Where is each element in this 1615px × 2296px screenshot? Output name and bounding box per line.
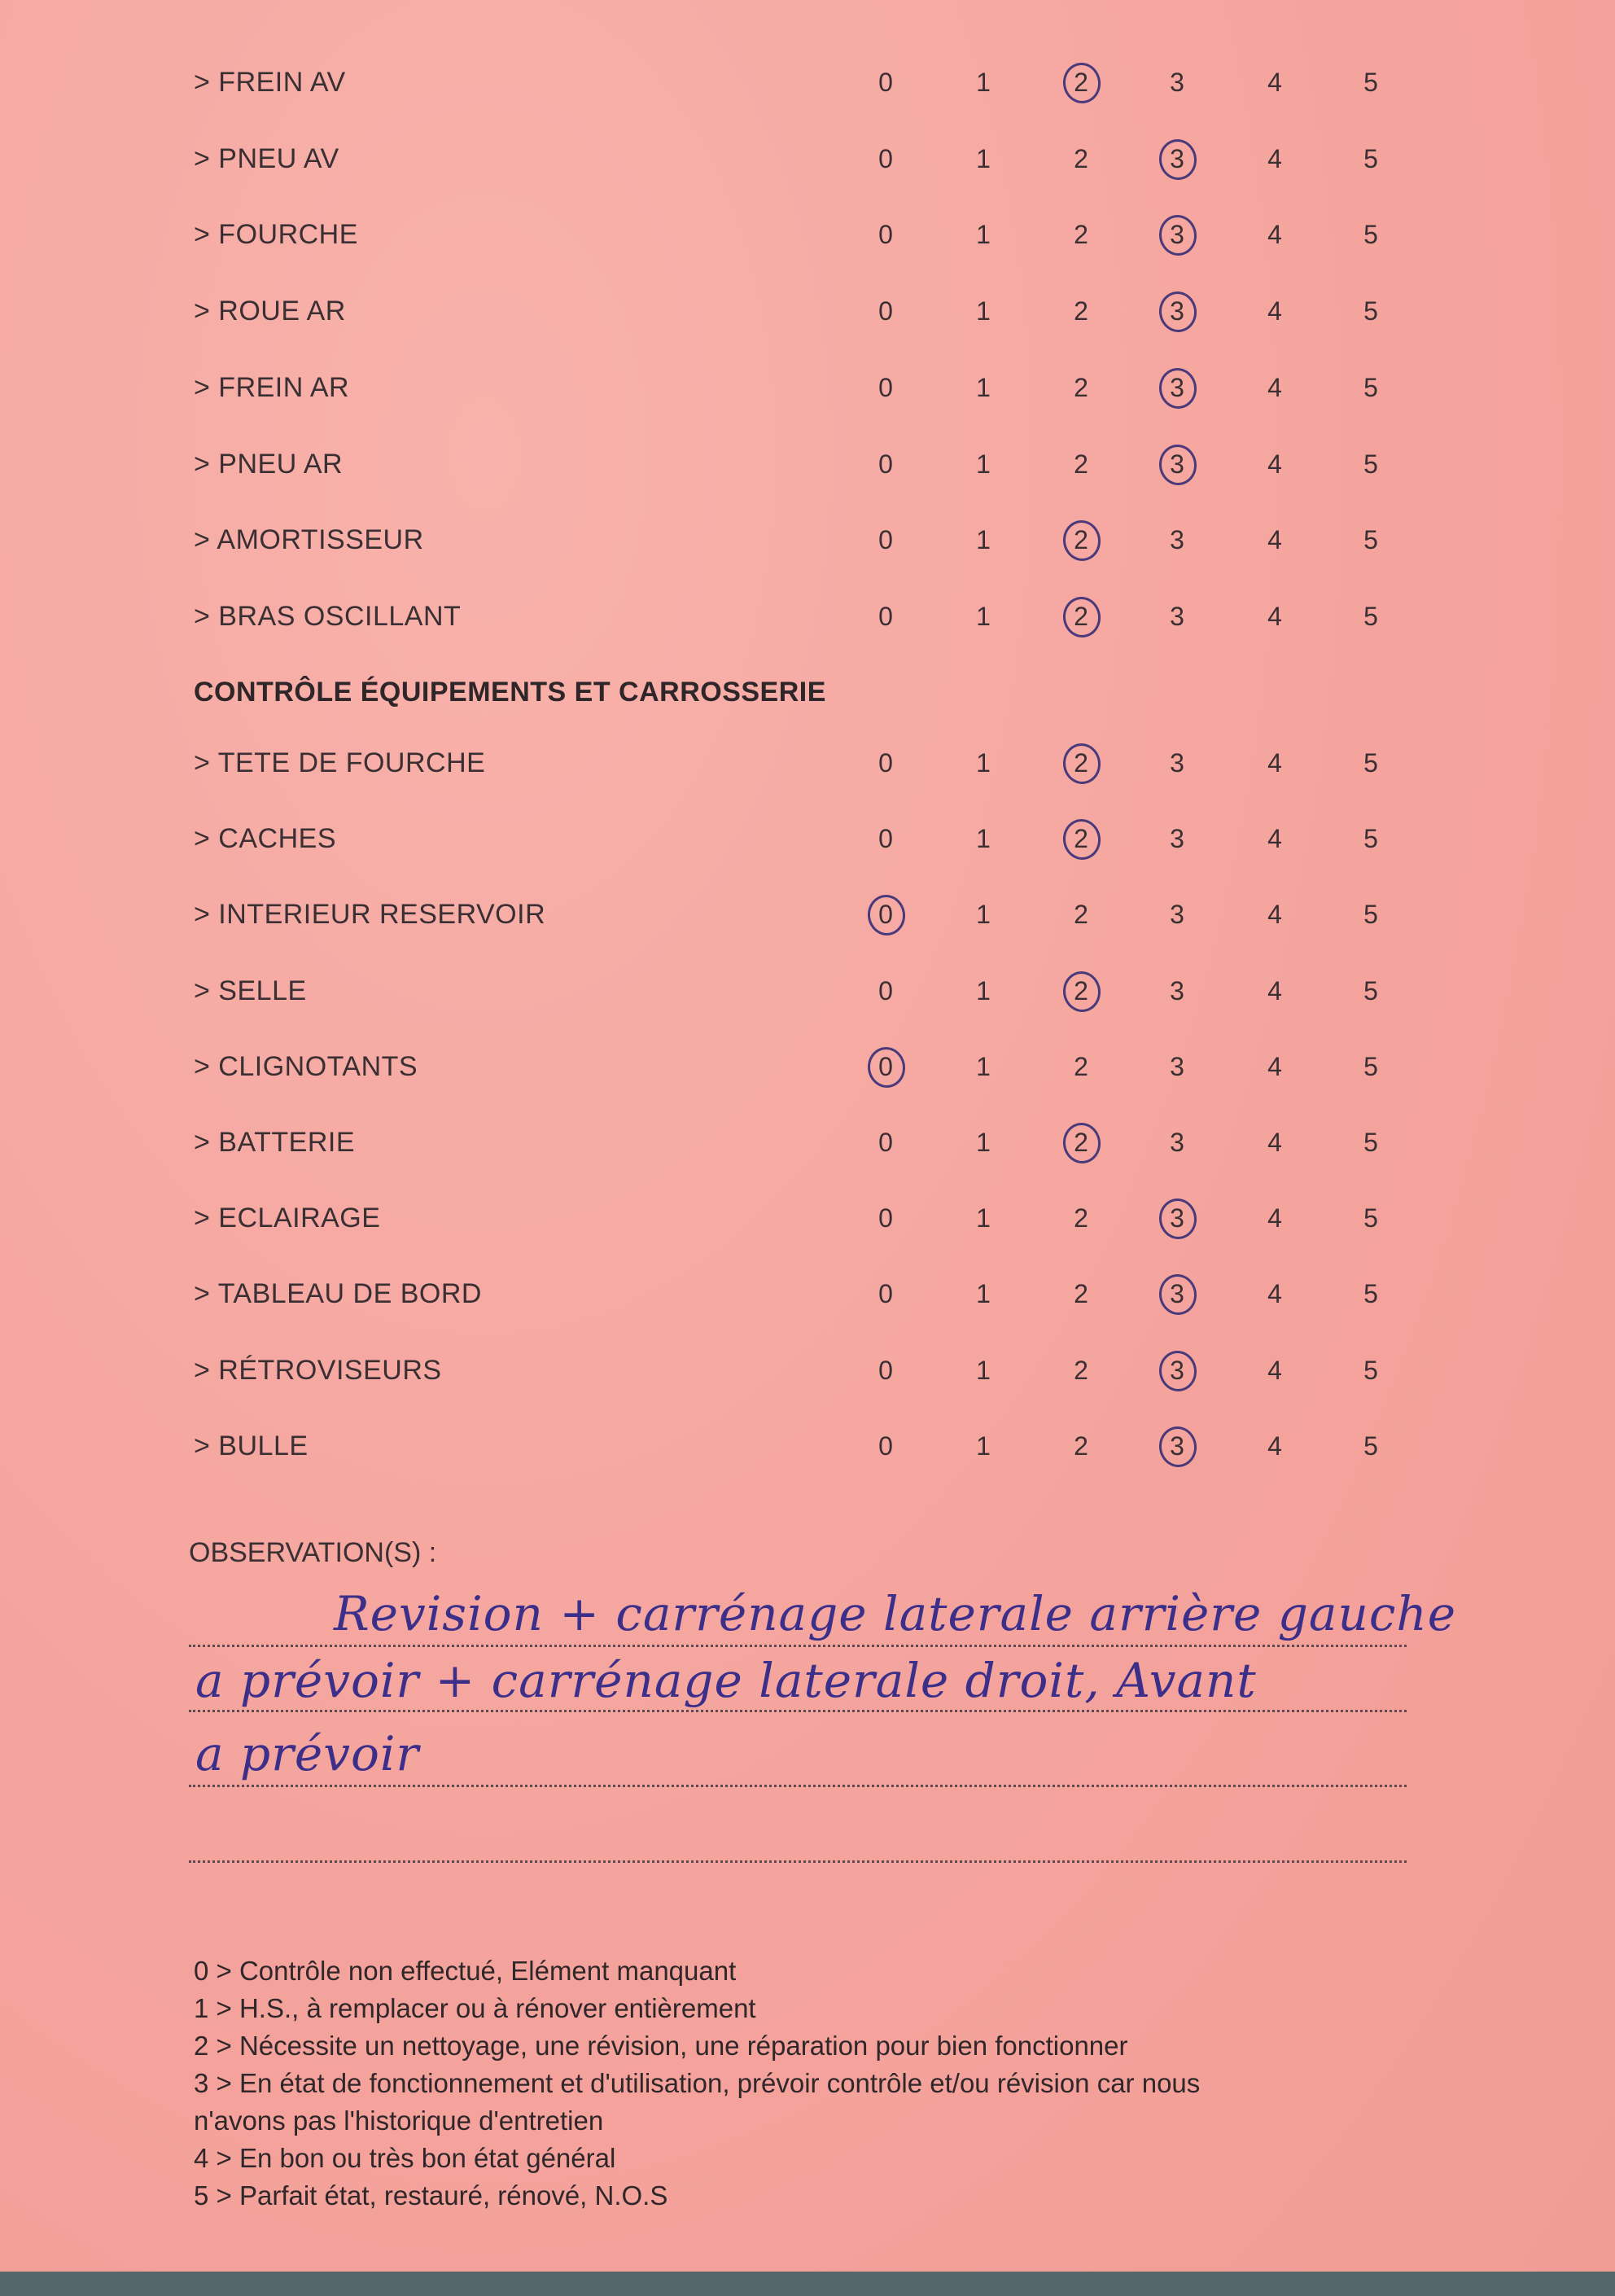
score-option[interactable]: 1 bbox=[976, 601, 991, 631]
score-option-circled[interactable]: 3 bbox=[1153, 1408, 1201, 1484]
score-option[interactable]: 1 bbox=[976, 1355, 991, 1385]
score-option[interactable]: 1 bbox=[976, 449, 991, 479]
check-row bbox=[0, 349, 1615, 426]
observation-text-1: Revision + carrénage laterale arrière gauche bbox=[334, 1586, 1457, 1641]
score-option[interactable]: 1 bbox=[976, 525, 991, 555]
check-row bbox=[0, 426, 1615, 502]
score-option-circled[interactable]: 3 bbox=[1153, 349, 1201, 426]
score-option[interactable]: 1 bbox=[976, 1051, 991, 1081]
check-row-label: > FREIN AV bbox=[194, 67, 346, 98]
score-option[interactable]: 4 bbox=[1267, 900, 1282, 930]
score-option[interactable]: 3 bbox=[1170, 1128, 1184, 1157]
score-option[interactable]: 4 bbox=[1267, 525, 1282, 555]
score-option[interactable]: 4 bbox=[1267, 1279, 1282, 1309]
score-option[interactable]: 2 bbox=[1074, 1051, 1088, 1081]
score-option[interactable]: 2 bbox=[1074, 220, 1088, 250]
check-row bbox=[0, 44, 1615, 120]
score-option[interactable]: 1 bbox=[976, 68, 991, 97]
check-row-label: > BULLE bbox=[194, 1430, 309, 1461]
score-option[interactable]: 0 bbox=[878, 748, 893, 778]
check-row-label: > SELLE bbox=[194, 975, 307, 1006]
score-option[interactable]: 5 bbox=[1363, 372, 1378, 402]
check-row bbox=[0, 1180, 1615, 1256]
check-row bbox=[0, 1332, 1615, 1409]
score-option[interactable]: 0 bbox=[878, 143, 893, 173]
score-option-circled[interactable]: 2 bbox=[1057, 44, 1105, 120]
score-option[interactable]: 2 bbox=[1074, 1203, 1088, 1233]
score-option[interactable]: 0 bbox=[878, 975, 893, 1006]
check-row-label: > CACHES bbox=[194, 823, 336, 855]
observation-line bbox=[189, 1860, 1407, 1863]
score-option[interactable]: 3 bbox=[1170, 525, 1184, 555]
legend-line: n'avons pas l'historique d'entretien bbox=[194, 2105, 604, 2136]
check-row bbox=[0, 953, 1615, 1029]
check-row-label: > BRAS OSCILLANT bbox=[194, 600, 462, 632]
score-option[interactable]: 4 bbox=[1267, 1128, 1282, 1157]
score-option[interactable]: 1 bbox=[976, 296, 991, 326]
score-option[interactable]: 4 bbox=[1267, 143, 1282, 173]
score-option[interactable]: 4 bbox=[1267, 449, 1282, 479]
legend-line: 3 > En état de fonctionnement et d'utilisation, prévoir contrôle et/ou révision car nous bbox=[194, 2068, 1201, 2098]
score-option[interactable]: 1 bbox=[976, 824, 991, 854]
score-option[interactable]: 3 bbox=[1170, 824, 1184, 854]
score-option[interactable]: 2 bbox=[1074, 296, 1088, 326]
score-option[interactable]: 3 bbox=[1170, 748, 1184, 778]
check-row bbox=[0, 1028, 1615, 1105]
legend-line: 1 > H.S., à remplacer ou à rénover entièrement bbox=[194, 1993, 756, 2023]
score-option[interactable]: 3 bbox=[1170, 68, 1184, 97]
score-option[interactable]: 0 bbox=[878, 1203, 893, 1233]
observations-title: OBSERVATION(S) : bbox=[189, 1537, 437, 1568]
score-option-circled[interactable]: 0 bbox=[861, 876, 910, 953]
score-option-circled[interactable]: 2 bbox=[1057, 1104, 1105, 1181]
score-option-circled[interactable]: 3 bbox=[1153, 1180, 1201, 1256]
check-row-label: > ECLAIRAGE bbox=[194, 1203, 381, 1234]
score-option[interactable]: 2 bbox=[1074, 1355, 1088, 1385]
score-option[interactable]: 5 bbox=[1363, 748, 1378, 778]
observation-text-3: a prévoir bbox=[195, 1726, 420, 1781]
score-option[interactable]: 5 bbox=[1363, 1279, 1378, 1309]
table-surface bbox=[0, 2272, 1615, 2296]
score-option[interactable]: 3 bbox=[1170, 975, 1184, 1006]
check-row-label: > TABLEAU DE BORD bbox=[194, 1278, 482, 1310]
score-option[interactable]: 4 bbox=[1267, 68, 1282, 97]
score-option-circled[interactable]: 3 bbox=[1153, 273, 1201, 349]
score-option[interactable]: 5 bbox=[1363, 220, 1378, 250]
score-option[interactable]: 0 bbox=[878, 449, 893, 479]
score-option[interactable]: 5 bbox=[1363, 449, 1378, 479]
score-option-circled[interactable]: 3 bbox=[1153, 1255, 1201, 1332]
score-option[interactable]: 5 bbox=[1363, 296, 1378, 326]
score-option[interactable]: 5 bbox=[1363, 900, 1378, 930]
score-option[interactable]: 5 bbox=[1363, 143, 1378, 173]
score-option[interactable]: 4 bbox=[1267, 601, 1282, 631]
check-row bbox=[0, 1255, 1615, 1332]
score-option[interactable]: 4 bbox=[1267, 1203, 1282, 1233]
check-row bbox=[0, 725, 1615, 801]
score-option[interactable]: 4 bbox=[1267, 1355, 1282, 1385]
score-option[interactable]: 5 bbox=[1363, 1355, 1378, 1385]
score-option[interactable]: 0 bbox=[878, 296, 893, 326]
score-option[interactable]: 1 bbox=[976, 143, 991, 173]
score-option-circled[interactable]: 3 bbox=[1153, 196, 1201, 273]
observation-line bbox=[189, 1710, 1407, 1712]
score-option[interactable]: 5 bbox=[1363, 824, 1378, 854]
legend-line: 4 > En bon ou très bon état général bbox=[194, 2143, 616, 2173]
score-option-circled[interactable]: 2 bbox=[1057, 502, 1105, 578]
score-option[interactable]: 1 bbox=[976, 1279, 991, 1309]
score-option[interactable]: 5 bbox=[1363, 1051, 1378, 1081]
score-option[interactable]: 4 bbox=[1267, 748, 1282, 778]
score-option-circled[interactable]: 2 bbox=[1057, 578, 1105, 655]
score-option-circled[interactable]: 3 bbox=[1153, 120, 1201, 197]
check-row-label: > FREIN AR bbox=[194, 371, 350, 403]
check-row bbox=[0, 196, 1615, 273]
score-option[interactable]: 5 bbox=[1363, 1203, 1378, 1233]
score-option-circled[interactable]: 2 bbox=[1057, 800, 1105, 877]
score-option[interactable]: 2 bbox=[1074, 143, 1088, 173]
check-row-label: > AMORTISSEUR bbox=[194, 524, 424, 556]
check-row-label: > PNEU AV bbox=[194, 142, 339, 174]
score-option-circled[interactable]: 0 bbox=[861, 1028, 910, 1105]
legend-line: 0 > Contrôle non effectué, Elément manquant bbox=[194, 1956, 737, 1986]
score-option[interactable]: 5 bbox=[1363, 68, 1378, 97]
score-option[interactable]: 0 bbox=[878, 601, 893, 631]
score-option[interactable]: 3 bbox=[1170, 601, 1184, 631]
score-option[interactable]: 1 bbox=[976, 220, 991, 250]
score-option[interactable]: 5 bbox=[1363, 525, 1378, 555]
score-option[interactable]: 4 bbox=[1267, 975, 1282, 1006]
score-option-circled[interactable]: 3 bbox=[1153, 1332, 1201, 1409]
score-option[interactable]: 4 bbox=[1267, 372, 1282, 402]
check-row bbox=[0, 273, 1615, 349]
score-option[interactable]: 5 bbox=[1363, 1431, 1378, 1461]
score-option[interactable]: 2 bbox=[1074, 372, 1088, 402]
score-option[interactable]: 1 bbox=[976, 372, 991, 402]
score-option-circled[interactable]: 2 bbox=[1057, 953, 1105, 1029]
score-option[interactable]: 4 bbox=[1267, 296, 1282, 326]
score-option[interactable]: 0 bbox=[878, 372, 893, 402]
score-option[interactable]: 0 bbox=[878, 1128, 893, 1157]
check-row bbox=[0, 876, 1615, 953]
score-option[interactable]: 3 bbox=[1170, 1051, 1184, 1081]
score-option[interactable]: 2 bbox=[1074, 1431, 1088, 1461]
observation-line bbox=[189, 1785, 1407, 1787]
legend-line: 2 > Nécessite un nettoyage, une révision, une réparation pour bien fonctionner bbox=[194, 2031, 1128, 2061]
legend-line: 5 > Parfait état, restauré, rénové, N.O.S bbox=[194, 2180, 668, 2211]
check-row-label: > INTERIEUR RESERVOIR bbox=[194, 899, 546, 931]
check-row bbox=[0, 800, 1615, 877]
score-option[interactable]: 0 bbox=[878, 824, 893, 854]
score-option[interactable]: 4 bbox=[1267, 1431, 1282, 1461]
score-option[interactable]: 5 bbox=[1363, 601, 1378, 631]
check-row-label: > TETE DE FOURCHE bbox=[194, 747, 486, 778]
score-option[interactable]: 0 bbox=[878, 1355, 893, 1385]
check-row bbox=[0, 502, 1615, 578]
score-option[interactable]: 1 bbox=[976, 975, 991, 1006]
score-option[interactable]: 2 bbox=[1074, 449, 1088, 479]
score-option[interactable]: 5 bbox=[1363, 975, 1378, 1006]
score-option[interactable]: 1 bbox=[976, 748, 991, 778]
check-row-label: > CLIGNOTANTS bbox=[194, 1050, 418, 1082]
score-option[interactable]: 4 bbox=[1267, 824, 1282, 854]
score-option[interactable]: 2 bbox=[1074, 1279, 1088, 1309]
score-option[interactable]: 1 bbox=[976, 1128, 991, 1157]
score-option-circled[interactable]: 3 bbox=[1153, 426, 1201, 502]
observation-line bbox=[189, 1645, 1407, 1647]
score-option-circled[interactable]: 2 bbox=[1057, 725, 1105, 801]
check-row-label: > BATTERIE bbox=[194, 1127, 356, 1158]
score-option[interactable]: 1 bbox=[976, 1203, 991, 1233]
score-option[interactable]: 1 bbox=[976, 1431, 991, 1461]
score-option[interactable]: 3 bbox=[1170, 900, 1184, 930]
check-row bbox=[0, 1104, 1615, 1181]
score-option[interactable]: 0 bbox=[878, 68, 893, 97]
check-row-label: > FOURCHE bbox=[194, 219, 358, 251]
score-option[interactable]: 0 bbox=[878, 1279, 893, 1309]
check-row bbox=[0, 578, 1615, 655]
score-option[interactable]: 0 bbox=[878, 220, 893, 250]
check-row-label: > ROUE AR bbox=[194, 296, 346, 327]
section-title: CONTRÔLE ÉQUIPEMENTS ET CARROSSERIE bbox=[194, 677, 826, 708]
check-row-label: > PNEU AR bbox=[194, 448, 344, 480]
check-row bbox=[0, 120, 1615, 197]
score-option[interactable]: 4 bbox=[1267, 1051, 1282, 1081]
score-option[interactable]: 4 bbox=[1267, 220, 1282, 250]
score-option[interactable]: 5 bbox=[1363, 1128, 1378, 1157]
check-row bbox=[0, 1408, 1615, 1484]
score-option[interactable]: 0 bbox=[878, 1431, 893, 1461]
score-option[interactable]: 2 bbox=[1074, 900, 1088, 930]
observation-text-2: a prévoir + carrénage laterale droit, Avant bbox=[195, 1653, 1257, 1708]
score-option[interactable]: 0 bbox=[878, 525, 893, 555]
score-option[interactable]: 1 bbox=[976, 900, 991, 930]
rating-legend bbox=[194, 1952, 1464, 2215]
check-row-label: > RÉTROVISEURS bbox=[194, 1354, 442, 1386]
